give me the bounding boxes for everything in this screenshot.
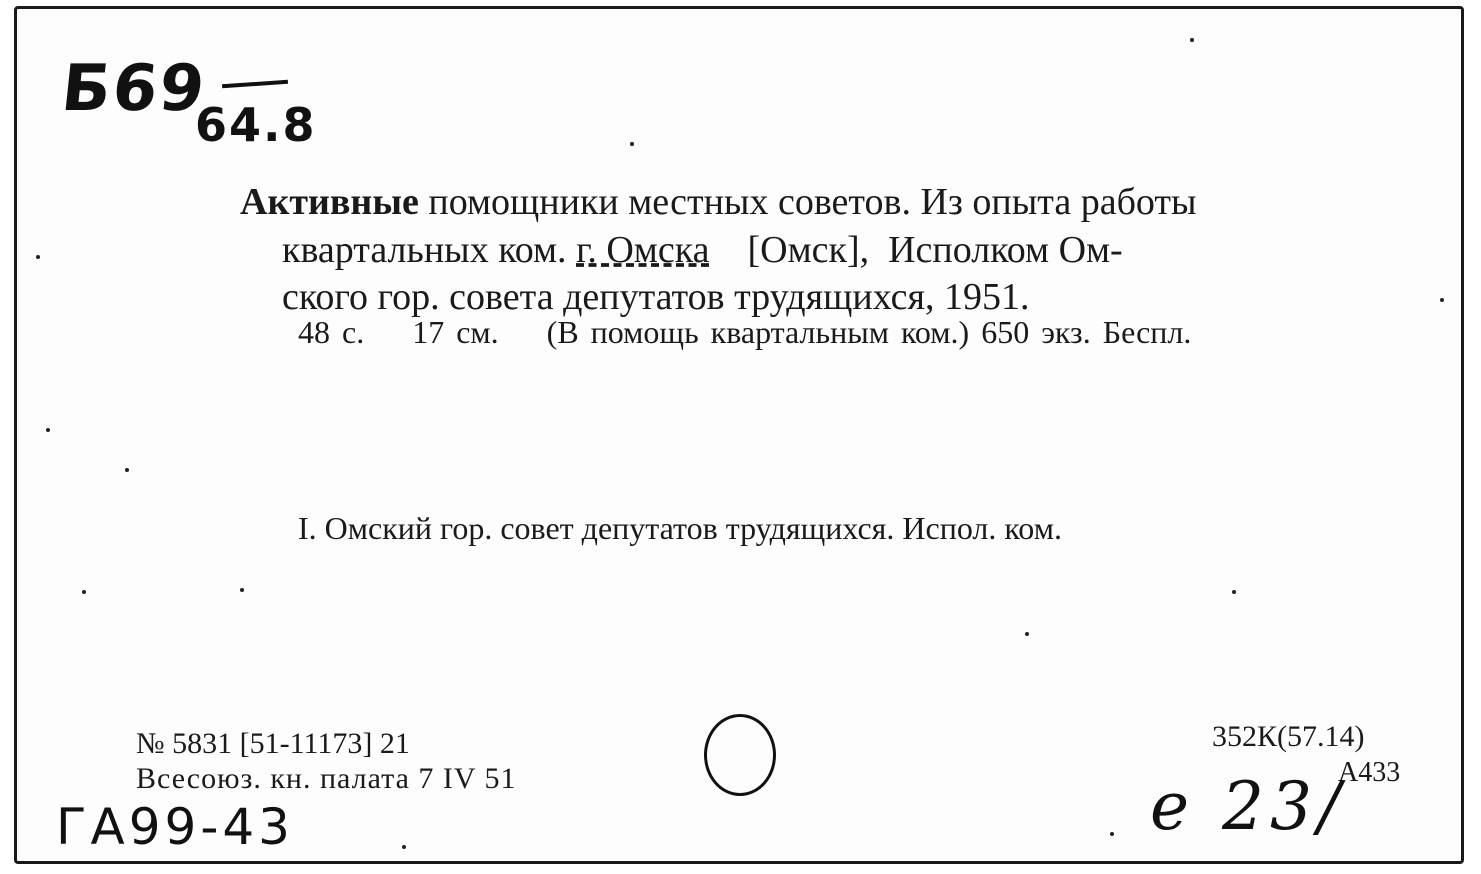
title-line-2 [282,226,1123,274]
scan-speck [240,588,244,592]
scan-speck [630,142,634,146]
handwritten-copy-number: e 23/ [1150,768,1347,845]
collation-line: 48 с. 17 см. (В помощь квартальным ком.) 650 экз. Беспл. [298,314,1192,350]
author-mark: А433 [1338,757,1401,788]
title-line-2-text-a: квартальных ком. [282,229,577,271]
title-lead-word: Активные [240,181,419,223]
scan-speck [125,468,129,472]
scan-speck [1110,832,1114,836]
punch-hole [704,714,776,796]
scan-speck [1440,298,1444,302]
scan-speck [1025,632,1029,636]
handwritten-inventory-number: ГА99-43 [56,798,294,856]
title-city: г. Омска [576,229,710,271]
scan-speck [402,845,406,849]
classification-number: 352К(57.14) [1212,720,1365,753]
title-line-1 [240,178,1197,226]
tracing-line: I. Омский гор. совет депутатов трудящихся. Испол. ком. [298,510,1062,546]
title-line-1-text: помощники местных советов. Из опыта работы [418,181,1197,223]
handwritten-fraction: 64.8 [195,98,317,152]
title-line-2-text-b: [Омск], Исполком Ом- [709,229,1123,271]
handwritten-shelf-mark: Б69 [58,52,210,126]
scan-speck [36,255,40,259]
scan-speck [1232,590,1236,594]
title-line-3: ского гор. совета депутатов трудящихся, 1951. [282,276,1030,318]
scan-speck [1190,38,1194,42]
scan-speck [82,590,86,594]
record-number: № 5831 [51-11173] 21 [136,727,410,760]
book-chamber-line: Всесоюз. кн. палата 7 IV 51 [136,762,517,795]
scan-speck [46,428,50,432]
